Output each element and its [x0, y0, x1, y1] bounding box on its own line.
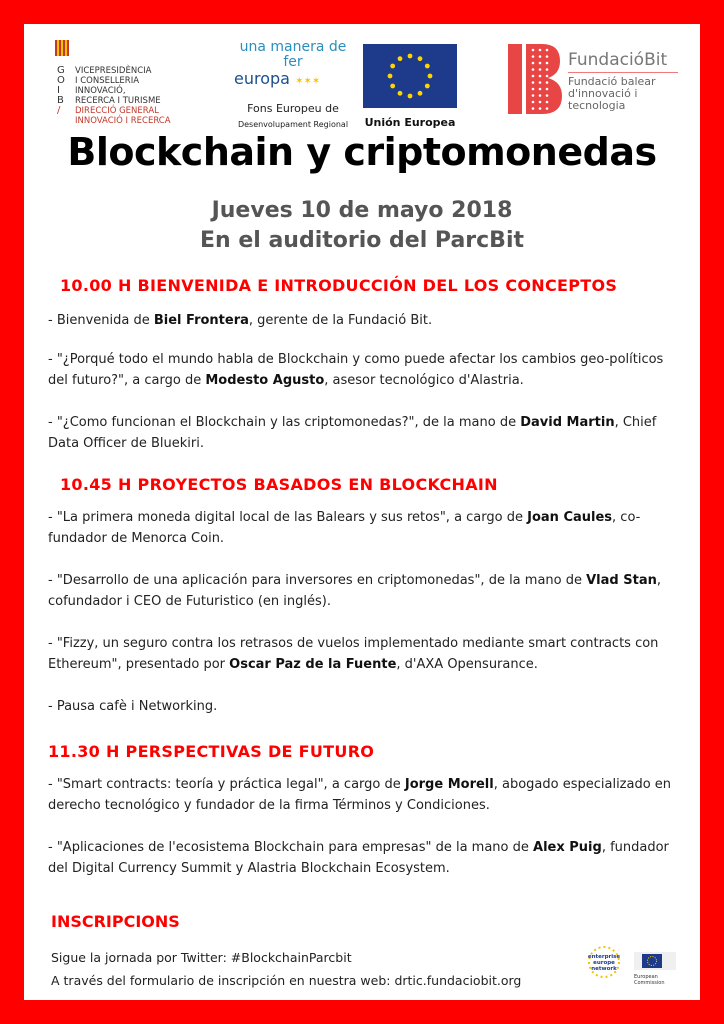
- goib-letter: B: [57, 95, 64, 106]
- goib-letter: /: [57, 105, 61, 116]
- europa-logo: [228, 39, 358, 129]
- item-text: , gerente de la Fundació Bit.: [248, 313, 433, 328]
- europa-slogan-line1: una manera de fer: [239, 39, 347, 70]
- fbit-dot-icon: [539, 88, 542, 91]
- eu-star-icon: [425, 64, 430, 69]
- fbit-dot-icon: [532, 81, 535, 84]
- fbit-dot-icon: [532, 101, 535, 104]
- speaker-name: David Martin: [520, 415, 615, 430]
- fundacio-bit-subtitle: [568, 76, 656, 112]
- fbit-dot-icon: [546, 62, 549, 65]
- eu-star-icon: [398, 91, 403, 96]
- fundacio-bit-sub-line: tecnologia: [568, 99, 626, 112]
- eu-star-icon: [428, 74, 433, 79]
- agenda-item: [48, 349, 678, 391]
- item-text: - "Smart contracts: teoría y práctica legal", a cargo de: [48, 777, 405, 792]
- fbit-dot-icon: [539, 101, 542, 104]
- agenda-item: [48, 837, 678, 879]
- page-title: Blockchain y criptomonedas: [67, 130, 657, 174]
- europa-stars-icon: ✶✶✶: [295, 76, 321, 87]
- item-text: - Pausa cafè i Networking.: [48, 699, 218, 714]
- fbit-dot-icon: [539, 81, 542, 84]
- item-text: , fundador del Digital Currency Summit y Alastria Blockchain Ecosystem.: [48, 840, 669, 876]
- een-text: europe: [593, 960, 615, 966]
- fbit-dot-icon: [539, 75, 542, 78]
- eu-label: Unión Europea: [364, 116, 456, 129]
- eu-star-icon: [425, 84, 430, 89]
- fundacio-bit-sub-line: Fundació balear: [568, 75, 656, 88]
- item-text: , abogado especializado en derecho tecnológico y fundador de la firma Términos y Condiciones.: [48, 777, 672, 813]
- eu-star-icon: [408, 54, 413, 59]
- twitter-line: Sigue la jornada por Twitter: #BlockchainParcbit: [51, 950, 352, 965]
- ec-text: Commission: [634, 980, 665, 986]
- speaker-name: Oscar Paz de la Fuente: [229, 657, 397, 672]
- fbit-dot-icon: [539, 94, 542, 97]
- fundacio-bit-logo: [508, 44, 688, 128]
- fbit-dot-icon: [532, 68, 535, 71]
- item-text: , co-fundador de Menorca Coin.: [48, 510, 641, 546]
- goib-line: INNOVACIÓ I RECERCA: [75, 116, 171, 126]
- item-text: - Bienvenida de: [48, 313, 154, 328]
- agenda-item: [48, 412, 678, 454]
- speaker-name: Vlad Stan: [586, 573, 657, 588]
- fbit-dot-icon: [532, 55, 535, 58]
- fbit-dot-icon: [539, 55, 542, 58]
- fbit-dot-icon: [546, 75, 549, 78]
- goib-letter: G: [57, 65, 65, 76]
- section-heading-perspectivas: 11.30 H PERSPECTIVAS DE FUTURO: [48, 742, 375, 761]
- item-text: , d'AXA Opensurance.: [396, 657, 538, 672]
- een-text: enterprise: [587, 954, 621, 960]
- europa-fons: Fons Europeu de: [247, 102, 339, 115]
- speaker-name: Joan Caules: [527, 510, 613, 525]
- item-text: - "La primera moneda digital local de las Balears y sus retos", a cargo de: [48, 510, 528, 525]
- goib-letter: I: [57, 85, 60, 96]
- eu-flag-icon: [363, 44, 457, 108]
- event-date: Jueves 10 de mayo 2018: [211, 198, 513, 223]
- agenda-item: [48, 570, 678, 612]
- fbit-dot-icon: [546, 88, 549, 91]
- item-text: , cofundador i CEO de Futuristico (en inglés).: [48, 573, 661, 609]
- eu-star-icon: [418, 56, 423, 61]
- fbit-dot-icon: [532, 88, 535, 91]
- eu-star-icon: [408, 94, 413, 99]
- speaker-name: Biel Frontera: [153, 313, 249, 328]
- eu-star-icon: [390, 64, 395, 69]
- agenda-item: [48, 310, 678, 331]
- eu-star-icon: [388, 74, 393, 79]
- fundacio-bit-name: FundacióBit: [568, 50, 668, 70]
- europa-slogan-line2: europa: [234, 69, 290, 88]
- goib-line: DIRECCIÓ GENERAL: [75, 106, 159, 116]
- event-place: En el auditorio del ParcBit: [199, 228, 525, 253]
- section-heading-bienvenida: 10.00 H BIENVENIDA E INTRODUCCIÓN DEL LOS CONCEPTOS: [60, 276, 618, 295]
- fbit-dot-icon: [546, 107, 549, 110]
- item-text: - "Desarrollo de una aplicación para inversores en criptomonedas", de la mano de: [48, 573, 587, 588]
- goib-line: RECERCA I TURISME: [75, 96, 161, 106]
- fbit-dot-icon: [539, 107, 542, 110]
- fbit-dot-icon: [546, 49, 549, 52]
- poster-page: [24, 24, 700, 1000]
- agenda-item: [48, 507, 678, 549]
- item-text: , Chief Data Officer de Bluekiri.: [48, 415, 657, 451]
- goib-letters: [57, 66, 71, 116]
- een-text: network: [591, 966, 617, 972]
- fbit-dot-icon: [532, 107, 535, 110]
- fundacio-bit-divider: [568, 72, 678, 73]
- speaker-name: Jorge Morell: [404, 777, 494, 792]
- item-text: - "Aplicaciones de l'ecosistema Blockchain para empresas" de la mano de: [48, 840, 534, 855]
- europa-slogan-line2-wrap: [228, 70, 358, 90]
- fbit-dot-icon: [539, 68, 542, 71]
- goib-text: [75, 66, 205, 126]
- eu-star-icon: [398, 56, 403, 61]
- fbit-dot-icon: [532, 62, 535, 65]
- fundacio-bit-sub-line: d'innovació i: [568, 87, 638, 100]
- fbit-dot-icon: [539, 62, 542, 65]
- goib-line: INNOVACIÓ,: [75, 86, 126, 96]
- fbit-dot-icon: [532, 75, 535, 78]
- inscripcions-heading: INSCRIPCIONS: [51, 912, 180, 931]
- fbit-dot-icon: [546, 81, 549, 84]
- europa-desenvolupament: Desenvolupament Regional: [237, 120, 349, 129]
- speaker-name: Modesto Agusto: [205, 373, 325, 388]
- item-text: - "¿Porqué todo el mundo habla de Blockchain y como puede afectar los cambios geo-políticos del futuro?", a cargo de: [48, 352, 664, 388]
- fbit-dot-icon: [546, 94, 549, 97]
- eu-star-icon: [390, 84, 395, 89]
- fbit-dot-icon: [546, 68, 549, 71]
- item-text: - "¿Como funcionan el Blockchain y las criptomonedas?", de la mano de: [48, 415, 521, 430]
- goib-line: VICEPRESIDÈNCIA: [75, 66, 152, 76]
- ec-text: European: [634, 974, 658, 980]
- goib-letter: O: [57, 75, 65, 86]
- fbit-dot-icon: [539, 49, 542, 52]
- fbit-dot-icon: [532, 94, 535, 97]
- eu-logo: [360, 44, 460, 128]
- agenda-item: [48, 774, 678, 816]
- goib-line: I CONSELLERIA: [75, 76, 140, 86]
- fundacio-bit-mark-icon: [508, 44, 563, 114]
- item-text: - "Fizzy, un seguro contra los retrasos de vuelos implementado mediante smart contracts con Ethereum", presentado por: [48, 636, 659, 672]
- agenda-item: [48, 696, 678, 717]
- goib-logo: [55, 36, 205, 126]
- fbit-dot-icon: [532, 49, 535, 52]
- goib-shield-icon: [55, 40, 69, 56]
- fbit-dot-icon: [546, 55, 549, 58]
- section-heading-proyectos: 10.45 H PROYECTOS BASADOS EN BLOCKCHAIN: [60, 475, 498, 494]
- item-text: , asesor tecnológico d'Alastria.: [324, 373, 524, 388]
- fbit-dot-icon: [546, 101, 549, 104]
- web-line: A través del formulario de inscripción en nuestra web: drtic.fundaciobit.org: [51, 973, 522, 988]
- speaker-name: Alex Puig: [533, 840, 602, 855]
- enterprise-europe-network-logo: [584, 944, 624, 990]
- agenda-item: [48, 633, 678, 675]
- european-commission-logo: [630, 948, 680, 988]
- eu-star-icon: [418, 91, 423, 96]
